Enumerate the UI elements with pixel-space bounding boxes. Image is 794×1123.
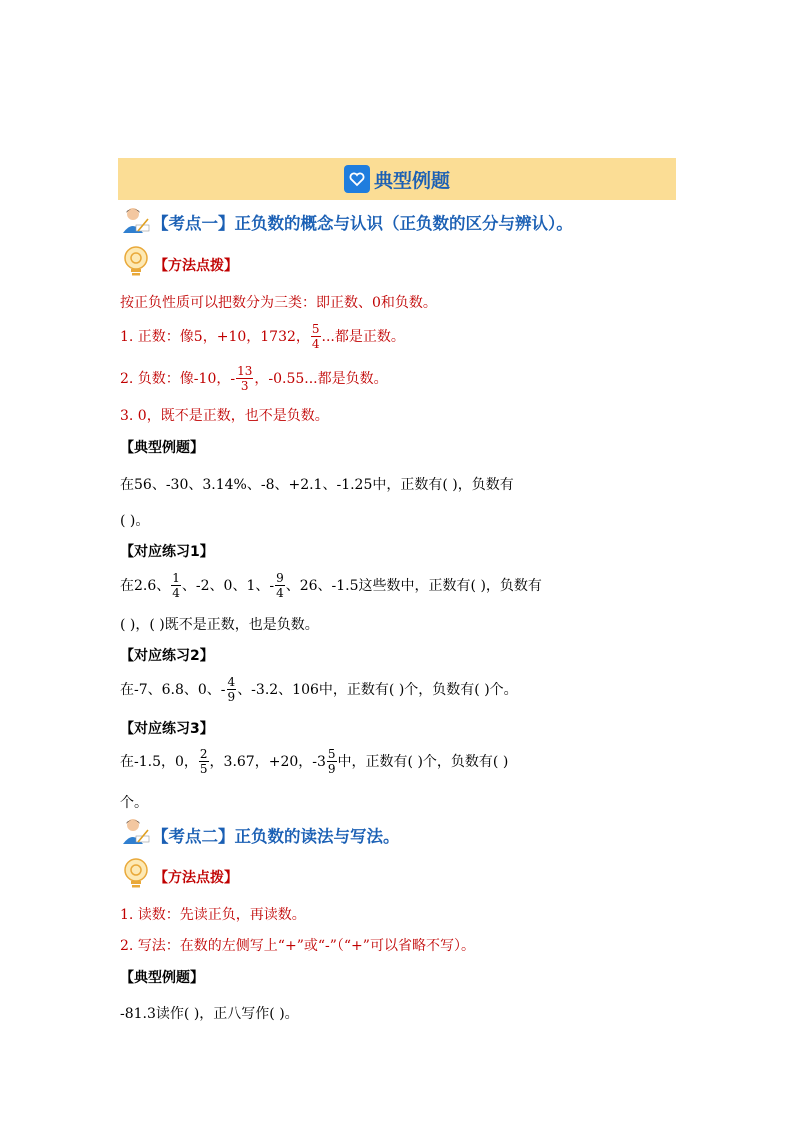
exercise3-question-line2: 个。 [120,795,148,811]
fraction: $\frac{9}{4}$ [276,570,284,600]
point2-prefix: 2. 负数：像-10，- [120,371,236,387]
exercise1-question-line1: 在2.6、 $\frac{1}{4}$ 、-2、0、1、- $\frac{9}{4}$ 、26、-1.5这些数中，正数有( )，负数有 [120,570,542,600]
lightbulb-icon [122,245,150,281]
method-point-2 [120,360,388,396]
fraction: $\frac{13}{3}$ [237,363,253,393]
exercise2-question: 在-7、6.8、0、- $\frac{4}{9}$ 、-3.2、106中，正数有( )个，负数有( )个。 [120,674,518,704]
student-writing-icon [120,816,152,850]
method-title: 【方法点拨】 [154,258,238,274]
exercise2-heading: 【对应练习2】 [120,648,214,664]
point1-prefix: 1. 正数：像5，+10，1732， [120,329,310,345]
example-question-line1: -81.3读作( )，正八写作( )。 [120,1006,299,1022]
fraction: $\frac{5}{9}$ [327,746,336,776]
fraction: $\frac{5}{4}$ [311,321,320,351]
section-banner [118,158,676,200]
point1-suffix: ...都是正数。 [321,329,405,345]
method-point-1 [120,318,405,354]
method-point-1: 1. 读数：先读正负，再读数。 [120,907,306,923]
example-heading: 【典型例题】 [120,440,204,456]
method-title: 【方法点拨】 [154,870,238,886]
fraction: $\frac{2}{5}$ [199,746,208,776]
banner-title: 典型例题 [373,169,450,192]
exercise1-heading: 【对应练习1】 [120,544,214,560]
example-heading: 【典型例题】 [120,970,204,986]
method-intro: 按正负性质可以把数分为三类：即正数、0和负数。 [120,295,437,311]
fraction: $\frac{4}{9}$ [227,674,236,704]
example-question-line2: ( )。 [120,513,150,529]
exercise3-heading: 【对应练习3】 [120,721,214,737]
section1-title: 【考点一】正负数的概念与认识（正负数的区分与辨认）。 [152,214,573,233]
student-writing-icon [120,205,152,239]
exercise1-question-line2: ( )，( )既不是正数，也是负数。 [120,617,319,633]
fraction: $\frac{1}{4}$ [172,570,180,600]
method-point-3: 3. 0，既不是正数，也不是负数。 [120,408,329,424]
method-point-2: 2. 写法：在数的左侧写上“+”或“-”（“+”可以省略不写）。 [120,938,475,954]
exercise3-question-line1: 在-1.5，0， $\frac{2}{5}$ ，3.67，+20，-3 $\frac{5}{9}$ 中，正数有( )个，负数有( ) [120,746,509,776]
point2-suffix: ，-0.55...都是负数。 [254,371,388,387]
heart-book-icon [344,165,370,193]
example-question-line1: 在56、-30、3.14%、-8、+2.1、-1.25中，正数有( )，负数有 [120,477,514,493]
lightbulb-icon [122,857,150,893]
section2-title: 【考点二】正负数的读法与写法。 [152,827,400,846]
